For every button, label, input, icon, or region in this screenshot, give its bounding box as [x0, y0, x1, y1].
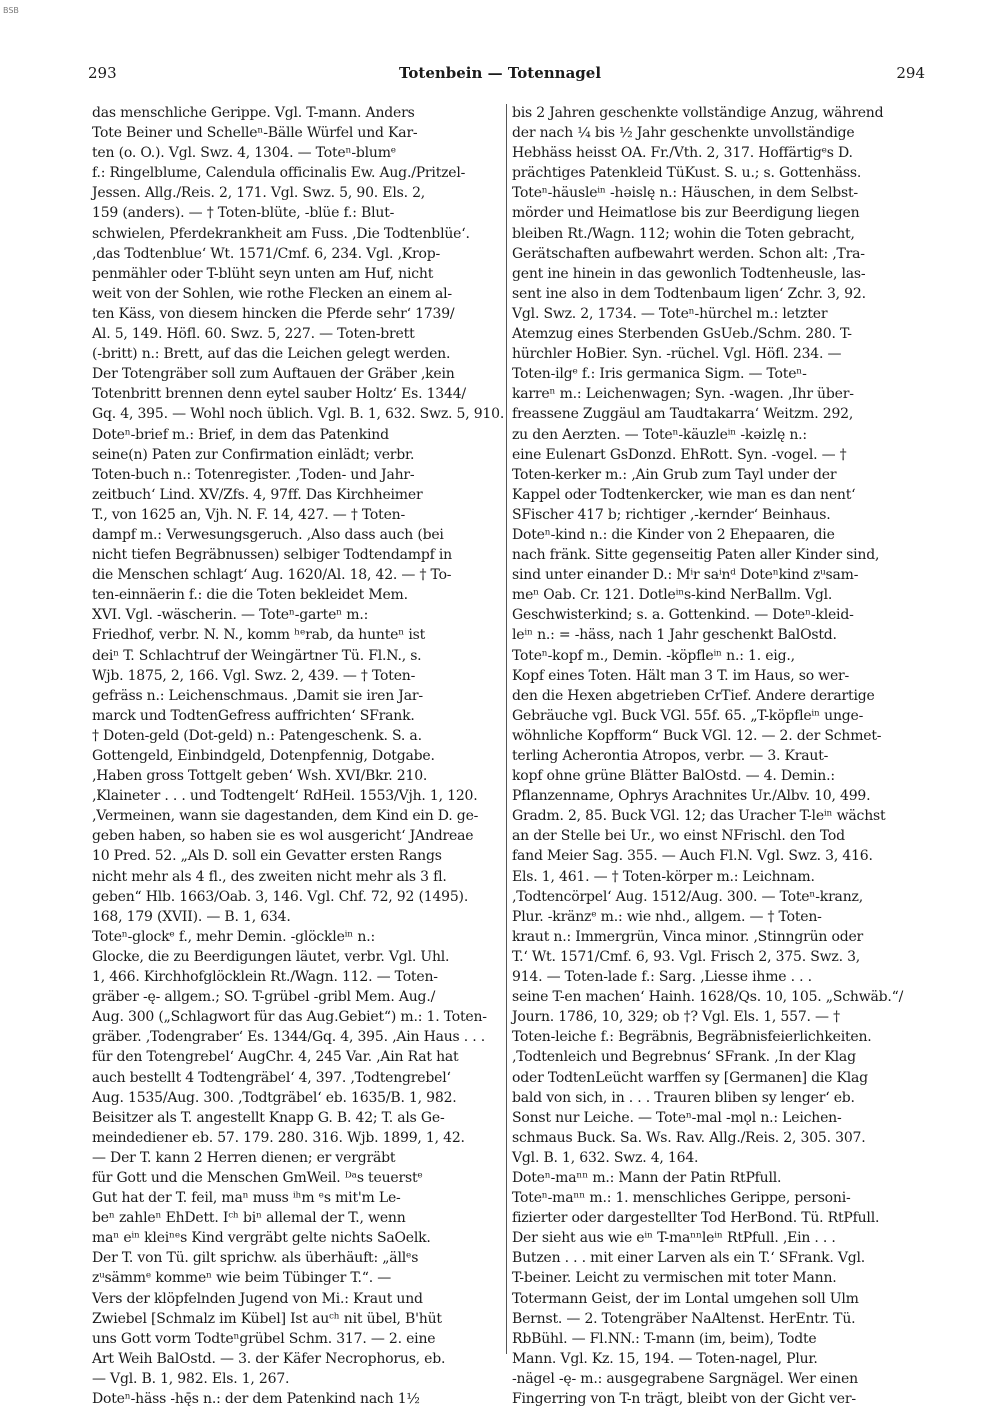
text-line: Art Weih BalOstd. — 3. der Käfer Necrophorus, eb. — [92, 1350, 446, 1367]
text-line: — Der T. kann 2 Herren dienen; er vergräbt — [92, 1149, 396, 1166]
text-line: Jessen. Allg./Reis. 2, 171. Vgl. Swz. 5, 90. Els. 2, — [92, 185, 426, 202]
text-line: Aug. 300 („Schlagwort für das Aug.Gebiet“) m.: 1. Toten- — [92, 1009, 487, 1026]
text-line: die Menschen schlagt‘ Aug. 1620/Al. 18, 42. — † To- — [92, 567, 452, 584]
text-line: Der Totengräber soll zum Auftauen der Gräber ‚kein — [92, 366, 455, 383]
text-line: prächtiges Patenkleid TüKust. S. u.; s. Gottenhäss. — [512, 165, 862, 182]
text-line: Gottengeld, Einbindgeld, Dotenpfennig, Dotgabe. — [92, 748, 435, 764]
text-line: RbBühl. — Fl.NN.: T-mann (im, beim), Todte — [512, 1330, 817, 1347]
text-line: Els. 1, 461. — † Toten-körper m.: Leichnam. — [512, 868, 815, 885]
text-line: geben“ Hlb. 1663/Oab. 3, 146. Vgl. Chf. 72, 92 (1495). — [92, 888, 469, 905]
text-line: den die Hexen abgetrieben CrTief. Andere derartige — [512, 687, 875, 704]
text-line: Wjb. 1875, 2, 166. Vgl. Swz. 2, 439. — † Toten- — [92, 667, 416, 684]
text-line: nicht tiefen Begräbnussen) selbiger Todtendampf in — [92, 547, 452, 564]
text-line: Al. 5, 149. Höfl. 60. Swz. 5, 227. — Toten-brett — [92, 326, 415, 343]
text-line: oder TodtenLeücht warffen sy [Germanen] die Klag — [512, 1069, 868, 1086]
right-page-number: 294 — [896, 64, 925, 82]
text-line: Vgl. Swz. 2, 1734. — Toteⁿ-hürchel m.: letzter — [512, 305, 828, 322]
text-line: 10 Pred. 52. „Als D. soll ein Gevatter ersten Rangs — [92, 848, 442, 865]
text-line: Fingerring von T-n trägt, bleibt von der Gicht ver- — [512, 1391, 856, 1407]
text-line: SFischer 417 b; richtiger ‚-kernder‘ Beinhaus. — [512, 506, 831, 523]
text-line: gräber -ę- allgem.; SO. T-grübel -gribl Mem. Aug./ — [92, 989, 436, 1006]
text-line: Gut hat der T. feil, maⁿ muss ⁱʰm ᵉs mit'm Le- — [92, 1190, 401, 1207]
column-divider — [506, 104, 507, 1354]
text-line: f.: Ringelblume, Calendula officinalis Ew. Aug./Pritzel- — [92, 165, 466, 182]
text-line: 159 (anders). — † Toten-blüte, -blüe f.: Blut- — [92, 205, 395, 222]
text-line: Toteⁿ-maⁿⁿ m.: 1. menschliches Gerippe, personi- — [512, 1190, 851, 1207]
text-line: T.‘ Wt. 1571/Cmf. 6, 93. Vgl. Frisch 2, 375. Swz. 3, — [512, 948, 861, 965]
text-line: nicht mehr als 4 fl., des zweiten nicht mehr als 3 fl. — [92, 868, 447, 885]
text-line: deiⁿ T. Schlachtruf der Weingärtner Tü. Fl.N., s. — [92, 647, 422, 664]
text-line: T., von 1625 an, Vjh. N. F. 14, 427. — † Toten- — [92, 506, 406, 523]
text-line: dampf m.: Verwesungsgeruch. ‚Also dass auch (bei — [92, 526, 444, 543]
text-line: schmaus Buck. Sa. Ws. Rav. Allg./Reis. 2, 305. 307. — [512, 1129, 866, 1146]
text-line: Der sieht aus wie eⁱⁿ T-maⁿⁿleⁱⁿ RtPfull. ‚Ein . . . — [512, 1230, 836, 1247]
text-line: (-britt) n.: Brett, auf das die Leichen gelegt werden. — [92, 346, 451, 363]
text-line: Gerätschaften aufbewahrt werden. Schon alt: ‚Tra- — [512, 245, 865, 262]
library-stamp: BSB — [3, 6, 19, 15]
left-page-number: 293 — [88, 64, 117, 82]
text-line: Pflanzenname, Ophrys Arachnites Ur./Albv. 10, 499. — [512, 788, 871, 805]
text-line: Vers der klöpfelnden Jugend von Mi.: Kraut und — [92, 1290, 423, 1307]
text-line: Kappel oder Todtenkercker, wie man es dan nent‘ — [512, 486, 856, 503]
text-line: Plur. -kränzᵉ m.: wie nhd., allgem. — † Toten- — [512, 908, 822, 925]
text-line: Toten-ilgᵉ f.: Iris germanica Sigm. — Toteⁿ- — [512, 366, 807, 383]
text-line: kopf ohne grüne Blätter BalOstd. — 4. Demin.: — [512, 768, 835, 785]
text-line: bleiben Rt./Wagn. 112; wohin die Toten gebracht, — [512, 225, 855, 242]
text-line: das menschliche Gerippe. Vgl. T-mann. Anders — [92, 105, 415, 121]
text-line: Der T. von Tü. gilt sprichw. als überhäuft: „ällᵉs — [92, 1250, 419, 1267]
text-line: beⁿ zahleⁿ EhDett. Iᶜʰ biⁿ allemal der T., wenn — [92, 1210, 406, 1227]
text-line: Totermann Geist, der im Lontal umgehen soll Ulm — [512, 1290, 859, 1307]
text-line: kraut n.: Immergrün, Vinca minor. ‚Stinngrün oder — [512, 928, 864, 945]
text-line: 914. — Toten-lade f.: Sarg. ‚Liesse ihme . . . — [512, 969, 812, 986]
text-line: Tote Beiner und Schelleⁿ-Bälle Würfel und Kar- — [92, 125, 418, 142]
text-line: nach fränk. Sitte gegenseitig Paten aller Kinder sind, — [512, 547, 880, 564]
text-line: Bernst. — 2. Totengräber NaAltenst. HerEntr. Tü. — [512, 1310, 856, 1327]
text-line: penmähler oder T-blüht seyn unten am Huf, nicht — [92, 265, 434, 282]
text-line: eine Eulenart GsDonzd. EhRott. Syn. -vogel. — † — [512, 446, 847, 463]
text-line: mörder und Heimatlose bis zur Beerdigung liegen — [512, 205, 860, 222]
text-line: zᵘsämmᵉ kommeⁿ wie beim Tübinger T.“. — — [92, 1270, 392, 1287]
text-line: Gradm. 2, 85. Buck VGl. 12; das Uracher T-leⁱⁿ wächst — [512, 808, 886, 825]
text-line: ten Käss, von diesem hincken die Pferde sehr‘ 1739/ — [92, 305, 455, 322]
text-line: maⁿ eⁱⁿ kleiⁿᵉs Kind vergräbt gelte nichts SaOelk. — [92, 1230, 431, 1247]
text-line: meⁿ Oab. Cr. 121. Dotleⁱⁿs-kind NerBallm. Vgl. — [512, 587, 833, 604]
left-column — [92, 103, 505, 1407]
text-line: Kopf eines Toten. Hält man 3 T. im Haus, so wer- — [512, 667, 850, 684]
text-line: schwielen, Pferdekrankheit am Fuss. ‚Die Todtenblüe‘. — [92, 225, 470, 242]
text-line: Vgl. B. 1, 632. Swz. 4, 164. — [512, 1149, 699, 1166]
text-line: Glocke, die zu Beerdigungen läutet, verbr. Vgl. Uhl. — [92, 948, 450, 965]
text-line: hürchler HoBier. Syn. -rüchel. Vgl. Höfl. 234. — — [512, 346, 842, 363]
text-line: karreⁿ m.: Leichenwagen; Syn. -wagen. ‚Ihr über- — [512, 386, 854, 403]
text-line: 1, 466. Kirchhofglöcklein Rt./Wagn. 112. — Toten- — [92, 969, 438, 986]
running-head: Totenbein — Totennagel — [398, 64, 602, 82]
text-line: bis 2 Jahren geschenkte vollständige Anzug, während — [512, 105, 884, 121]
text-line: Toteⁿ-kopf m., Demin. -köpfleⁱⁿ n.: 1. eig., — [512, 647, 795, 664]
text-line: Doteⁿ-kind n.: die Kinder von 2 Ehepaaren, die — [512, 526, 835, 543]
text-line: † Doten-geld (Dot-geld) n.: Patengeschenk. S. a. — [92, 727, 422, 744]
text-line: ten (o. O.). Vgl. Swz. 4, 1304. — Toteⁿ-blumᵉ — [92, 145, 397, 162]
text-line: Geschwisterkind; s. a. Gottenkind. — Doteⁿ-kleid- — [512, 607, 854, 624]
text-line: gräber. ‚Todengraber‘ Es. 1344/Gq. 4, 395. ‚Ain Haus . . . — [92, 1029, 486, 1046]
text-line: sind unter einander D.: Mⁱr saⁱnᵈ Doteⁿkind zᵘsam- — [512, 567, 859, 584]
text-line: wöhnliche Kopfform“ Buck VGl. 12. — 2. der Schmet- — [512, 727, 882, 744]
text-line: Sonst nur Leiche. — Toteⁿ-mal -mǫl n.: Leichen- — [512, 1109, 842, 1126]
text-line: Doteⁿ-brief m.: Brief, in dem das Patenkind — [92, 426, 389, 443]
text-line: — Vgl. B. 1, 982. Els. 1, 267. — [92, 1370, 290, 1387]
text-line: Toten-kerker m.: ‚Ain Grub zum Tayl under der — [512, 466, 837, 483]
text-line: Aug. 1535/Aug. 300. ‚Todtgräbel‘ eb. 1635/B. 1, 982. — [92, 1089, 457, 1106]
text-line: Toten-leiche f.: Begräbnis, Begräbnisfeierlichkeiten. — [512, 1029, 872, 1046]
text-line: ‚Todtenleich und Begrebnus‘ SFrank. ‚In der Klag — [512, 1049, 856, 1066]
text-line: an der Stelle bei Ur., wo einst NFrischl. den Tod — [512, 828, 845, 845]
text-line: gent ine hinein in das gewonlich Todtenheusle, las- — [512, 265, 866, 282]
text-line: Zwiebel [Schmalz im Kübel] Ist auᶜʰ nit übel, B'hüt — [92, 1310, 442, 1327]
text-line: der nach ¼ bis ½ Jahr geschenkte unvollständige — [512, 125, 855, 142]
text-line: bald von sich, in . . . Trauren bliben sy lenger‘ eb. — [512, 1089, 855, 1106]
text-line: für Gott und die Menschen GmWeil. ᴰᵃs teuerstᵉ — [92, 1169, 423, 1186]
text-line: Friedhof, verbr. N. N., komm ʰᵉrab, da hunteⁿ ist — [92, 627, 426, 644]
text-line: uns Gott vorm Todteⁿgrübel Schm. 317. — 2. eine — [92, 1330, 436, 1347]
text-line: geben haben, so haben sie es wol ausgericht‘ JAndreae — [92, 828, 474, 845]
text-line: Hebhäss heisst OA. Fr./Vth. 2, 317. Hoffärtigᵉs D. — [512, 145, 853, 162]
text-line: freassene Zuggäul am Taudtakarra‘ Weitzm. 292, — [512, 406, 854, 423]
text-line: marck und TodtenGefress auffrichten‘ SFrank. — [92, 707, 415, 724]
text-line: Butzen . . . mit einer Larven als ein T.‘ SFrank. Vgl. — [512, 1250, 866, 1267]
text-line: Gq. 4, 395. — Wohl noch üblich. Vgl. B. 1, 632. Swz. 5, 910. — [92, 406, 505, 423]
text-line: zeitbuch‘ Lind. XV/Zfs. 4, 97ff. Das Kirchheimer — [92, 486, 423, 503]
text-line: auch bestellt 4 Todtengräbel‘ 4, 397. ‚Todtengrebel‘ — [92, 1069, 451, 1086]
text-line: ‚Haben gross Tottgelt geben‘ Wsh. XVI/Bkr. 210. — [92, 768, 428, 785]
text-line: Totenbritt brennen denn eytel sauber Holtz‘ Es. 1344/ — [92, 386, 466, 403]
text-line: zu den Aerzten. — Toteⁿ-käuzleⁱⁿ -kəizlę n.: — [512, 426, 807, 443]
text-line: Atemzug eines Sterbenden GsUeb./Schm. 280. T- — [512, 326, 852, 343]
text-line: Gebräuche vgl. Buck VGl. 55f. 65. „T-köpfleⁱⁿ unge- — [512, 707, 864, 724]
text-line: fizierter oder dargestellter Tod HerBond. Tü. RtPfull. — [512, 1210, 880, 1227]
text-line: weit von der Sohlen, wie rothe Flecken an einem al- — [92, 285, 452, 302]
text-line: meindediener eb. 57. 179. 280. 316. Wjb. 1899, 1, 42. — [92, 1129, 465, 1146]
text-line: Toteⁿ-häusleⁱⁿ -həislę n.: Häuschen, in dem Selbst- — [512, 185, 858, 202]
text-line: leⁱⁿ n.: = -häss, nach 1 Jahr geschenkt BalOstd. — [512, 627, 837, 644]
text-line: Doteⁿ-häss -hę̄s n.: der dem Patenkind nach 1½ — [92, 1391, 420, 1407]
right-column — [512, 103, 922, 1407]
text-line: ten-einnäerin f.: die die Toten bekleidet Mem. — [92, 587, 408, 604]
text-line: seine(n) Paten zur Confirmation einlädt; verbr. — [92, 446, 415, 463]
text-line: ‚das Todtenblue‘ Wt. 1571/Cmf. 6, 234. Vgl. ‚Krop- — [92, 245, 441, 262]
text-line: für den Totengrebel‘ AugChr. 4, 245 Var. ‚Ain Rat hat — [92, 1049, 459, 1066]
text-line: -nägel -ę- m.: ausgegrabene Sargnägel. Wer einen — [512, 1370, 858, 1387]
text-line: gefräss n.: Leichenschmaus. ‚Damit sie iren Jar- — [92, 687, 423, 704]
text-line: Beisitzer als T. angestellt Knapp G. B. 42; T. als Ge- — [92, 1109, 445, 1126]
text-line: 168, 179 (XVII). — B. 1, 634. — [92, 908, 291, 925]
text-line: fand Meier Sag. 355. — Auch Fl.N. Vgl. Swz. 3, 416. — [512, 848, 873, 865]
text-line: sent ine also in dem Todtenbaum ligen‘ Zchr. 3, 92. — [512, 285, 866, 302]
text-line: Toteⁿ-glockᵉ f., mehr Demin. -glöckleⁱⁿ n.: — [92, 928, 375, 945]
text-line: XVI. Vgl. -wäscherin. — Toteⁿ-garteⁿ m.: — [92, 607, 369, 624]
text-line: Toten-buch n.: Totenregister. ‚Toden- und Jahr- — [92, 466, 415, 483]
text-line: ‚Klaineter . . . und Todtengelt‘ RdHeil. 1553/Vjh. 1, 120. — [92, 788, 478, 805]
text-line: Mann. Vgl. Kz. 15, 194. — Toten-nagel, Plur. — [512, 1350, 818, 1367]
text-line: Journ. 1786, 10, 329; ob †? Vgl. Els. 1, 557. — † — [512, 1009, 840, 1026]
text-line: seine T-en machen‘ Hainh. 1628/Qs. 10, 105. „Schwäb.“/ — [512, 989, 904, 1006]
text-line: terling Acherontia Atropos, verbr. — 3. Kraut- — [512, 748, 829, 764]
text-line: T-beiner. Leicht zu vermischen mit toter Mann. — [512, 1270, 837, 1287]
text-line: ‚Todtencörpel‘ Aug. 1512/Aug. 300. — Toteⁿ-kranz, — [512, 888, 863, 905]
text-line: Doteⁿ-maⁿⁿ m.: Mann der Patin RtPfull. — [512, 1169, 782, 1186]
text-line: ‚Vermeinen, wann sie dagestanden, dem Kind ein D. ge- — [92, 808, 479, 825]
